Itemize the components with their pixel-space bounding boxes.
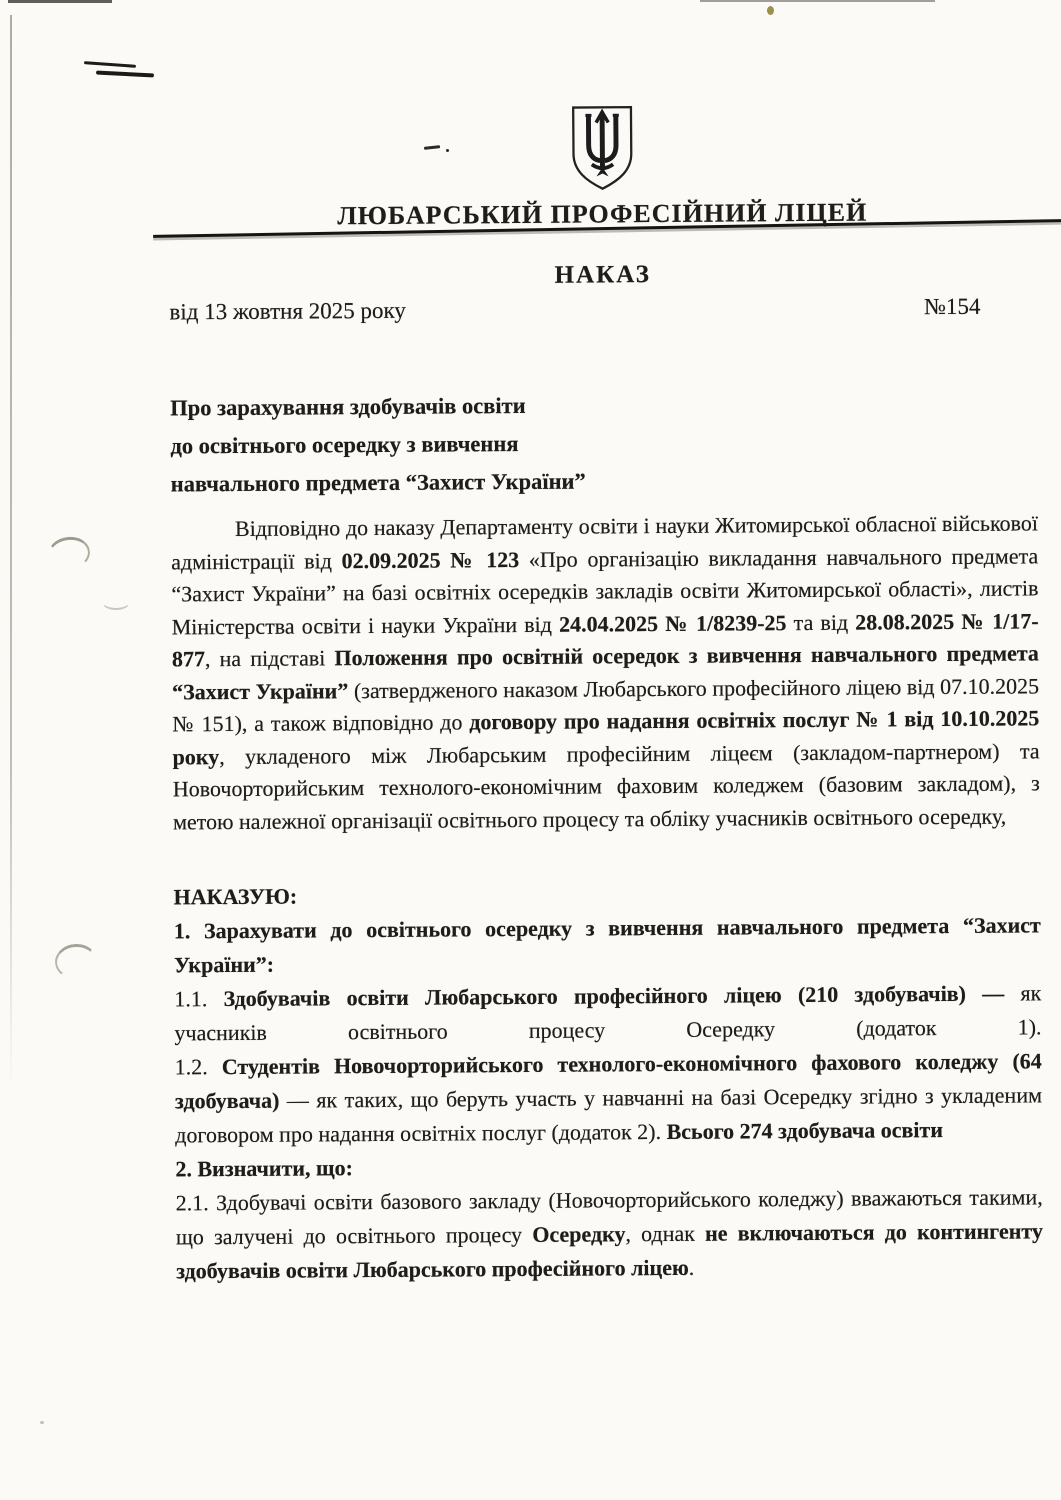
order-item-1: 1. Зарахувати до освітнього осередку з вивчення навчального предмета “Захист України”: bbox=[173, 912, 1041, 978]
order-item-1-2: 1.2. Студентів Новочорторийського технолого-економічного фахового коледжу (64 здобувача) — як таких, що беруть участь у навчанні на базі Осередку згідно з укладеним договором про надання освітніх послуг (додаток 2). Всього 274 здобувача освіти bbox=[174, 1048, 1043, 1148]
order-item-2: 2. Визначити, що: bbox=[175, 1155, 353, 1182]
scan-dash-artifact bbox=[96, 70, 154, 77]
scan-arc-artifact bbox=[102, 594, 130, 610]
scan-top-edge-mark bbox=[8, 0, 112, 3]
subject-line: Про зарахування здобувачів освіти bbox=[170, 392, 526, 421]
order-subject bbox=[170, 383, 1038, 503]
hole-punch-shadow bbox=[54, 943, 98, 981]
subject-line: до освітнього осередку з вивчення bbox=[170, 430, 519, 459]
preamble-paragraph: Відповідно до наказу Департаменту освіти і науки Житомирської обласної військової адміністрації від 02.09.2025 № 123 «Про організацію викладання навчального предмета “Захист України” на базі освітніх осередків закладів освіти Житомирської області», листів Міністерства освіти і науки України від 24.04.2025 № 1/8239-25 та від 28.08.2025 № 1/17-877, на підставі Положення про освітній осередок з вивчення навчального предмета “Захист України” (затвердженого наказом Любарського професійного ліцею від 07.10.2025 № 151), а також відповідно до договору про надання освітніх послуг № 1 від 10.10.2025 року, укладеного між Любарським професійним ліцеєм (закладом-партнером) та Новочорторийським технолого-економічним фаховим коледжем (базовим закладом), з метою належної організації освітнього процесу та обліку учасників освітнього осередку, bbox=[171, 510, 1040, 834]
order-date: від 13 жовтня 2025 року bbox=[169, 297, 406, 325]
scan-dash-artifact bbox=[84, 61, 136, 68]
order-items bbox=[173, 874, 1043, 1288]
ukraine-trident-emblem-icon bbox=[168, 100, 1036, 201]
document-type-title: НАКАЗ bbox=[554, 261, 651, 289]
institution-name: ЛЮБАРСЬКИЙ ПРОФЕСІЙНИЙ ЛІЦЕЙ bbox=[337, 197, 868, 231]
order-item-1-1: 1.1. Здобувачів освіти Любарського професійного ліцею (210 здобувачів) — як учасників освітнього процесу Осередку (додаток 1). bbox=[174, 980, 1042, 1046]
date-and-number-row bbox=[169, 291, 1036, 327]
hole-punch-shadow bbox=[46, 534, 92, 573]
scan-edge-line bbox=[10, 15, 12, 1090]
subject-line: навчального предмета “Захист України” bbox=[170, 468, 586, 497]
scan-speck bbox=[40, 1421, 44, 1424]
order-item-2-1: 2.1. Здобувачі освіти базового закладу (Новочорторийського коледжу) вважаються такими, що залучені до освітнього процесу Осередку, однак не включаються до контингенту здобувачів освіти Любарського професійного ліцею. bbox=[175, 1184, 1043, 1284]
order-number: №154 bbox=[923, 293, 981, 320]
order-heading: НАКАЗУЮ: bbox=[173, 883, 298, 910]
